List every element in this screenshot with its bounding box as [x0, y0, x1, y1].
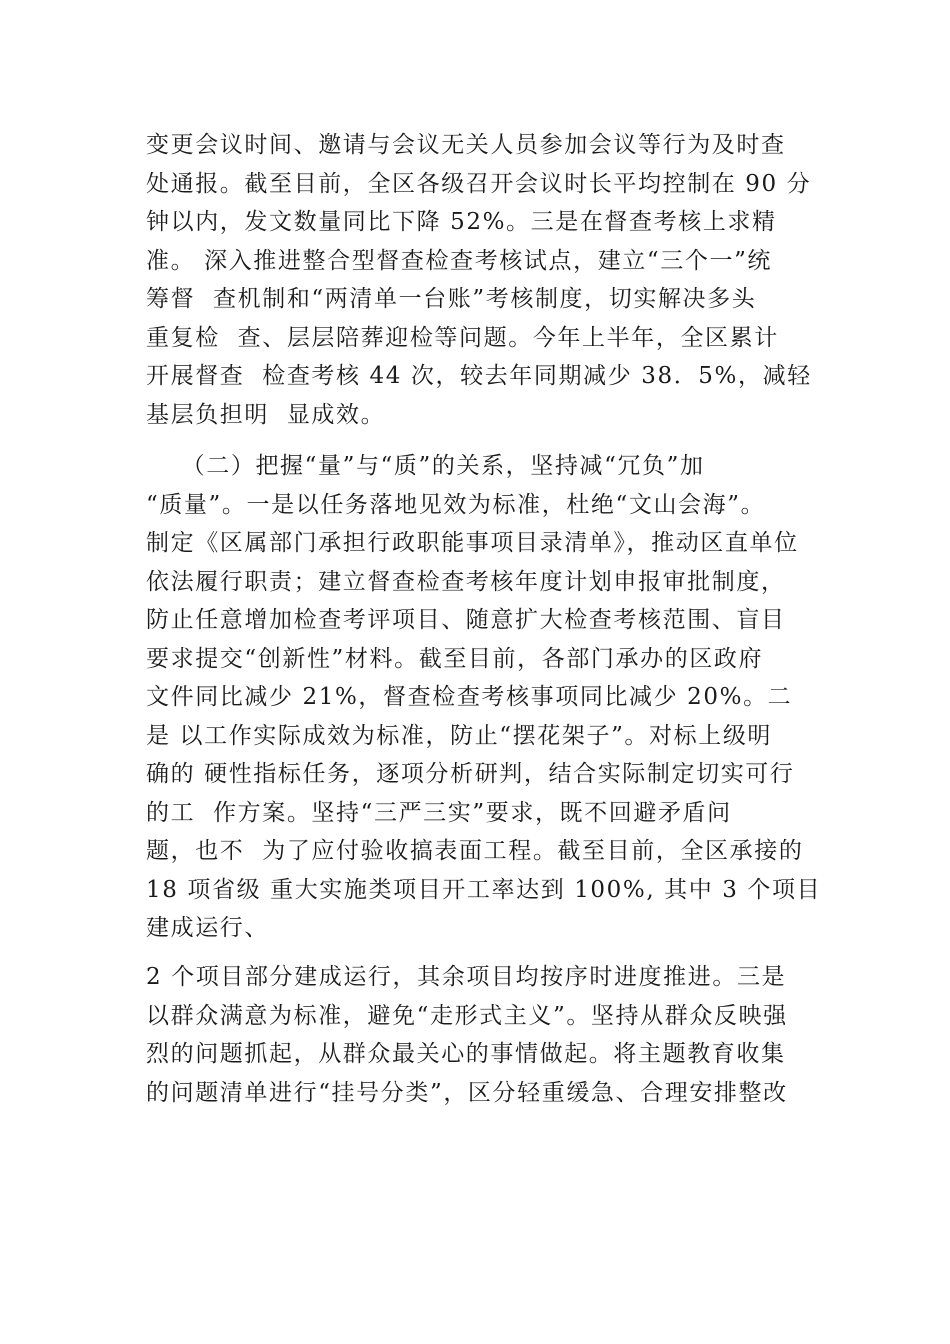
text-line: 烈的问题抓起，从群众最关心的事情做起。将主题教育收集 — [146, 1041, 786, 1067]
paragraph-continuation-two — [146, 958, 826, 1112]
text-line: 重复检 查、层层陪葬迎检等问题。今年上半年，全区累计 — [146, 324, 779, 351]
text-line: 的工 作方案。坚持“三严三实”要求，既不回避矛盾问 — [146, 799, 732, 826]
text-line: 防止任意增加检查考评项目、随意扩大检查考核范围、盲目 — [146, 607, 786, 633]
text-line: 要求提交“创新性”材料。截至目前，各部门承办的区政府 — [146, 645, 764, 672]
text-line: 题，也不 为了应付验收搞表面工程。截至目前，全区承接的 — [146, 838, 804, 864]
text-line: 依法履行职责；建立督查检查考核年度计划申报审批制度， — [146, 568, 786, 595]
text-line: 是 以工作实际成效为标准，防止“摆花架子”。对标上级明 — [146, 722, 773, 749]
text-line: 准。 深入推进整合型督查检查考核试点，建立“三个一”统 — [146, 247, 773, 274]
text-line: 2 个项目部分建成运行，其余项目均按序时进度推进。三是 — [146, 964, 787, 990]
text-line: “质量”。一是以任务落地见效为标准，杜绝“文山会海”。 — [146, 491, 766, 518]
text-line: 变更会议时间、邀请与会议无关人员参加会议等行为及时查 — [146, 132, 786, 158]
paragraph-continuation — [146, 126, 826, 434]
paragraph-section-two — [146, 447, 826, 948]
text-line: 18 项省级 重大实施类项目开工率达到 100%, 其中 3 个项目 — [146, 876, 822, 903]
text-line: 制定《区属部门承担行政职能事项目录清单》，推动区直单位 — [146, 530, 799, 556]
text-line: 文件同比减少 21%，督查检查考核事项同比减少 20%。二 — [146, 684, 793, 710]
text-line: 筹督 查机制和“两清单一台账”考核制度，切实解决多头 — [146, 286, 757, 312]
text-line: （二）把握“量”与“质”的关系，坚持减“冗负”加 — [146, 453, 705, 479]
text-line: 开展督查 检查考核 44 次，较去年同期减少 38．5%，减轻 — [146, 363, 812, 389]
text-line: 的问题清单进行“挂号分类”，区分轻重缓急、合理安排整改 — [146, 1079, 788, 1106]
text-line: 处通报。截至目前，全区各级召开会议时长平均控制在 90 分 — [146, 170, 812, 197]
text-line: 建成运行、 — [146, 915, 269, 941]
text-line: 钟以内，发文数量同比下降 52%。三是在督查考核上求精 — [146, 209, 777, 235]
text-line: 以群众满意为标准，避免“走形式主义”。坚持从群众反映强 — [146, 1002, 788, 1029]
text-line: 基层负担明 显成效。 — [146, 401, 386, 428]
text-line: 确的 硬性指标任务，逐项分析研判，结合实际制定切实可行 — [146, 761, 795, 787]
